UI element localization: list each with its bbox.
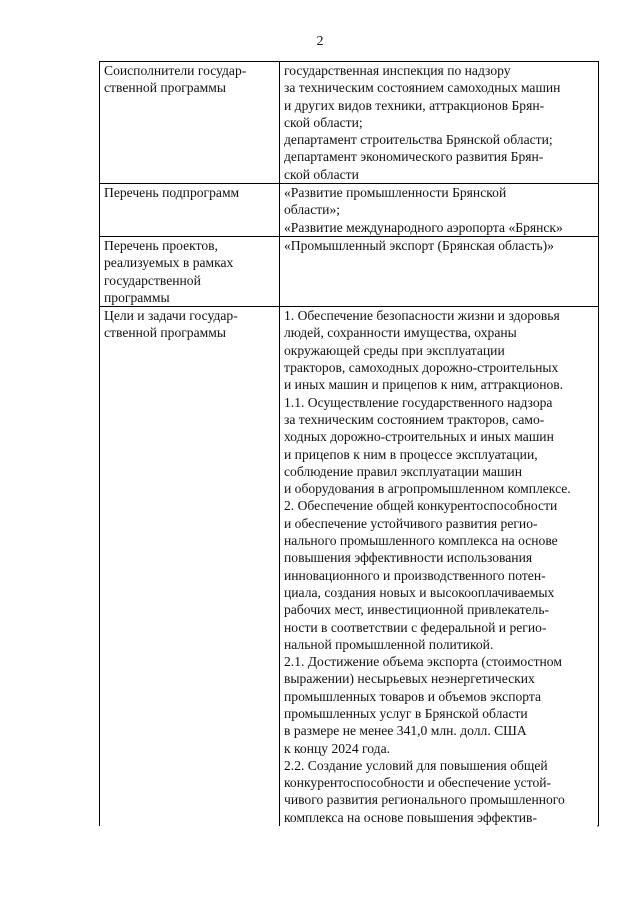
row-label (100, 184, 280, 237)
content-line: «Развитие промышленности Брянской (284, 185, 507, 201)
content-line: ской области (284, 166, 359, 182)
content-line: людей, сохранности имущества, охраны (284, 325, 517, 341)
table-row (100, 236, 599, 306)
content-line: в размере не менее 341,0 млн. долл. США (284, 723, 527, 739)
row-label (100, 236, 280, 306)
table-row (100, 184, 599, 237)
content-line: повышения эффективности использования (284, 550, 533, 566)
content-line: чивого развития регионального промышленного (284, 792, 565, 808)
content-line: и оборудования в агропромышленном комплексе. (284, 481, 571, 497)
content-line: ской области; (284, 114, 363, 130)
row-content (280, 62, 599, 184)
content-line: за техническим состоянием самоходных машин (284, 80, 561, 96)
content-line: ходных дорожно-строительных и иных машин (284, 429, 554, 445)
content-line: 2.2. Создание условий для повышения общей (284, 757, 548, 773)
footer-mark: ' (597, 824, 599, 835)
content-line: области»; (284, 202, 341, 218)
content-line: рабочих мест, инвестиционной привлекатель- (284, 602, 550, 618)
content-line: конкурентоспособности и обеспечение устой- (284, 775, 552, 791)
content-line: окружающей среды при эксплуатации (284, 342, 505, 358)
content-line: промышленных услуг в Брянской области (284, 705, 528, 721)
content-line: комплекса на основе повышения эффектив- (284, 809, 537, 825)
row-content (280, 307, 599, 826)
content-line: департамент экономического развития Брян- (284, 149, 544, 165)
content-line: «Развитие международного аэропорта «Брянск» (284, 219, 563, 235)
content-line: нального промышленного комплекса на основе (284, 533, 558, 549)
label-line: реализуемых в рамках (104, 255, 234, 271)
page-number: 2 (316, 34, 324, 49)
content-line: и других видов техники, аттракционов Брян- (284, 97, 545, 113)
content-line: государственная инспекция по надзору (284, 63, 511, 78)
label-line: Перечень проектов, (104, 237, 218, 253)
content-line: 1. Обеспечение безопасности жизни и здоровья (284, 308, 560, 324)
content-line: тракторов, самоходных дорожно-строительных (284, 360, 559, 376)
content-line: соблюдение правил эксплуатации машин (284, 463, 522, 479)
content-line: циала, создания новых и высокооплачиваемых (284, 584, 555, 600)
label-line: ственной программы (104, 80, 226, 96)
content-line: и обеспечение устойчивого развития регио- (284, 515, 538, 531)
label-line: государственной (104, 272, 201, 288)
row-content (280, 184, 599, 237)
label-line: ственной программы (104, 325, 226, 341)
label-line: программы (104, 289, 170, 305)
content-line: выражении) несырьевых неэнергетических (284, 671, 535, 687)
content-line: промышленных товаров и объемов экспорта (284, 688, 542, 704)
row-label (100, 62, 280, 184)
content-line: за техническим состоянием тракторов, само- (284, 411, 545, 427)
content-line: нальной промышленной политикой. (284, 636, 494, 652)
content-line: ности в соответствии с федеральной и регио- (284, 619, 547, 635)
label-line: Перечень подпрограмм (104, 185, 240, 201)
table-row (100, 62, 599, 184)
content-line: 1.1. Осуществление государственного надзора (284, 394, 553, 410)
row-label (100, 307, 280, 826)
content-line: к концу 2024 года. (284, 740, 391, 756)
program-passport-table (99, 61, 599, 826)
label-line: Цели и задачи государ- (104, 308, 238, 324)
content-line: «Промышленный экспорт (Брянская область)» (284, 237, 554, 253)
content-line: департамент строительства Брянской области; (284, 132, 553, 148)
table-row (100, 307, 599, 826)
content-line: 2. Обеспечение общей конкурентоспособности (284, 498, 558, 514)
content-line: и прицепов к ним в процессе эксплуатации, (284, 446, 538, 462)
content-line: 2.1. Достижение объема экспорта (стоимостном (284, 654, 562, 670)
content-line: инновационного и производственного потен- (284, 567, 546, 583)
row-content (280, 236, 599, 306)
content-line: и иных машин и прицепов к ним, аттракционов. (284, 377, 564, 393)
label-line: Соисполнители государ- (104, 63, 247, 78)
